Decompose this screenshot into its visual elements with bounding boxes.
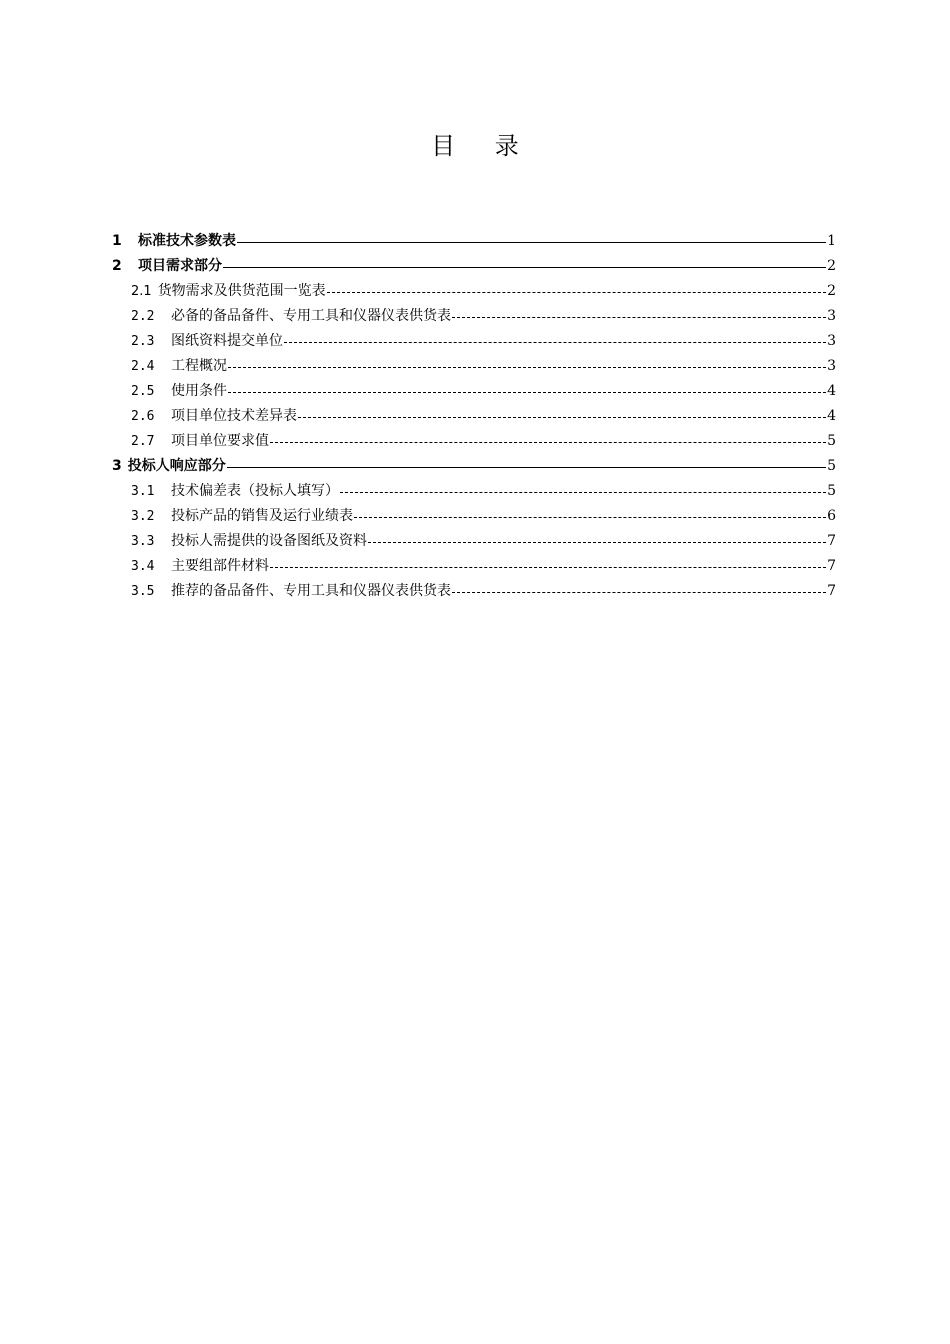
toc-entry-page: 7	[827, 583, 836, 599]
toc-leader	[270, 567, 826, 568]
toc-entry-label: 投标人响应部分	[127, 458, 226, 474]
toc-entry-number: 3.4	[131, 559, 155, 574]
toc-entry[interactable]	[112, 579, 836, 604]
toc-entry-number: 2	[112, 258, 122, 274]
toc-entry[interactable]	[112, 329, 836, 354]
toc-entry-label: 推荐的备品备件、专用工具和仪器仪表供货表	[171, 583, 451, 599]
toc-entry[interactable]	[112, 254, 836, 279]
toc-leader	[354, 517, 826, 518]
toc-entry-number: 2.5	[131, 384, 155, 399]
toc-entry-page: 2	[827, 258, 836, 274]
toc-entry-label: 技术偏差表（投标人填写）	[171, 483, 339, 499]
toc-entry-label: 工程概况	[171, 358, 227, 374]
toc-entry-number: 3.3	[131, 534, 155, 549]
toc-entry-label: 图纸资料提交单位	[171, 333, 283, 349]
toc-entry-page: 3	[827, 333, 836, 349]
toc-leader	[228, 392, 826, 393]
toc-entry-label: 货物需求及供货范围一览表	[157, 283, 326, 299]
toc-entry-number: 2.7	[131, 434, 155, 449]
toc-entry-number: 2.2	[131, 309, 155, 324]
toc-entry[interactable]	[112, 554, 836, 579]
toc-entry[interactable]	[112, 354, 836, 379]
toc-entry-label: 项目需求部分	[138, 258, 222, 274]
toc-leader	[227, 467, 826, 468]
toc-entry-page: 7	[827, 533, 836, 549]
toc-entry[interactable]	[112, 454, 836, 479]
toc-entry-page: 7	[827, 558, 836, 574]
toc-entry-number: 3.5	[131, 584, 155, 599]
page-title: 目 录	[431, 132, 535, 161]
toc-entry-number: 3.1	[131, 484, 155, 499]
toc-leader	[270, 442, 826, 443]
toc-entry-label: 使用条件	[171, 383, 227, 399]
toc-entry-number: 3.2	[131, 509, 155, 524]
toc-entry[interactable]	[112, 429, 836, 454]
toc-entry[interactable]	[112, 404, 836, 429]
toc-leader	[298, 417, 826, 418]
toc-entry[interactable]	[112, 229, 836, 254]
toc-entry-number: 1	[112, 233, 122, 249]
toc-entry-number: 2.1	[131, 284, 152, 299]
toc-entry-page: 5	[827, 433, 836, 449]
table-of-contents	[112, 229, 836, 604]
toc-entry-label: 主要组部件材料	[171, 558, 269, 574]
toc-entry-label: 投标产品的销售及运行业绩表	[171, 508, 353, 524]
toc-entry-page: 5	[827, 483, 836, 499]
toc-entry-label: 项目单位技术差异表	[171, 408, 297, 424]
toc-leader	[452, 592, 826, 593]
toc-leader	[327, 292, 826, 293]
toc-entry-number: 2.4	[131, 359, 155, 374]
toc-entry-label: 标准技术参数表	[138, 233, 236, 249]
toc-entry-page: 3	[827, 358, 836, 374]
toc-entry-page: 3	[827, 308, 836, 324]
toc-entry-number: 2.6	[131, 409, 155, 424]
toc-entry-page: 1	[827, 233, 836, 249]
toc-leader	[223, 267, 826, 268]
toc-entry[interactable]	[112, 304, 836, 329]
toc-entry-label: 投标人需提供的设备图纸及资料	[171, 533, 367, 549]
toc-entry[interactable]	[112, 504, 836, 529]
toc-entry-page: 5	[827, 458, 836, 474]
toc-leader	[368, 542, 826, 543]
toc-leader	[284, 342, 826, 343]
toc-entry[interactable]	[112, 529, 836, 554]
toc-entry[interactable]	[112, 479, 836, 504]
toc-entry-page: 6	[827, 508, 836, 524]
toc-entry-page: 4	[827, 408, 836, 424]
toc-entry[interactable]	[112, 379, 836, 404]
toc-entry-label: 项目单位要求值	[171, 433, 269, 449]
toc-entry-page: 2	[827, 283, 836, 299]
toc-entry-label: 必备的备品备件、专用工具和仪器仪表供货表	[171, 308, 451, 324]
toc-entry[interactable]	[112, 279, 836, 304]
toc-entry-number: 3	[112, 458, 122, 474]
toc-leader	[452, 317, 826, 318]
toc-leader	[237, 242, 826, 243]
toc-entry-page: 4	[827, 383, 836, 399]
toc-entry-number: 2.3	[131, 334, 155, 349]
toc-leader	[228, 367, 826, 368]
toc-leader	[340, 492, 826, 493]
